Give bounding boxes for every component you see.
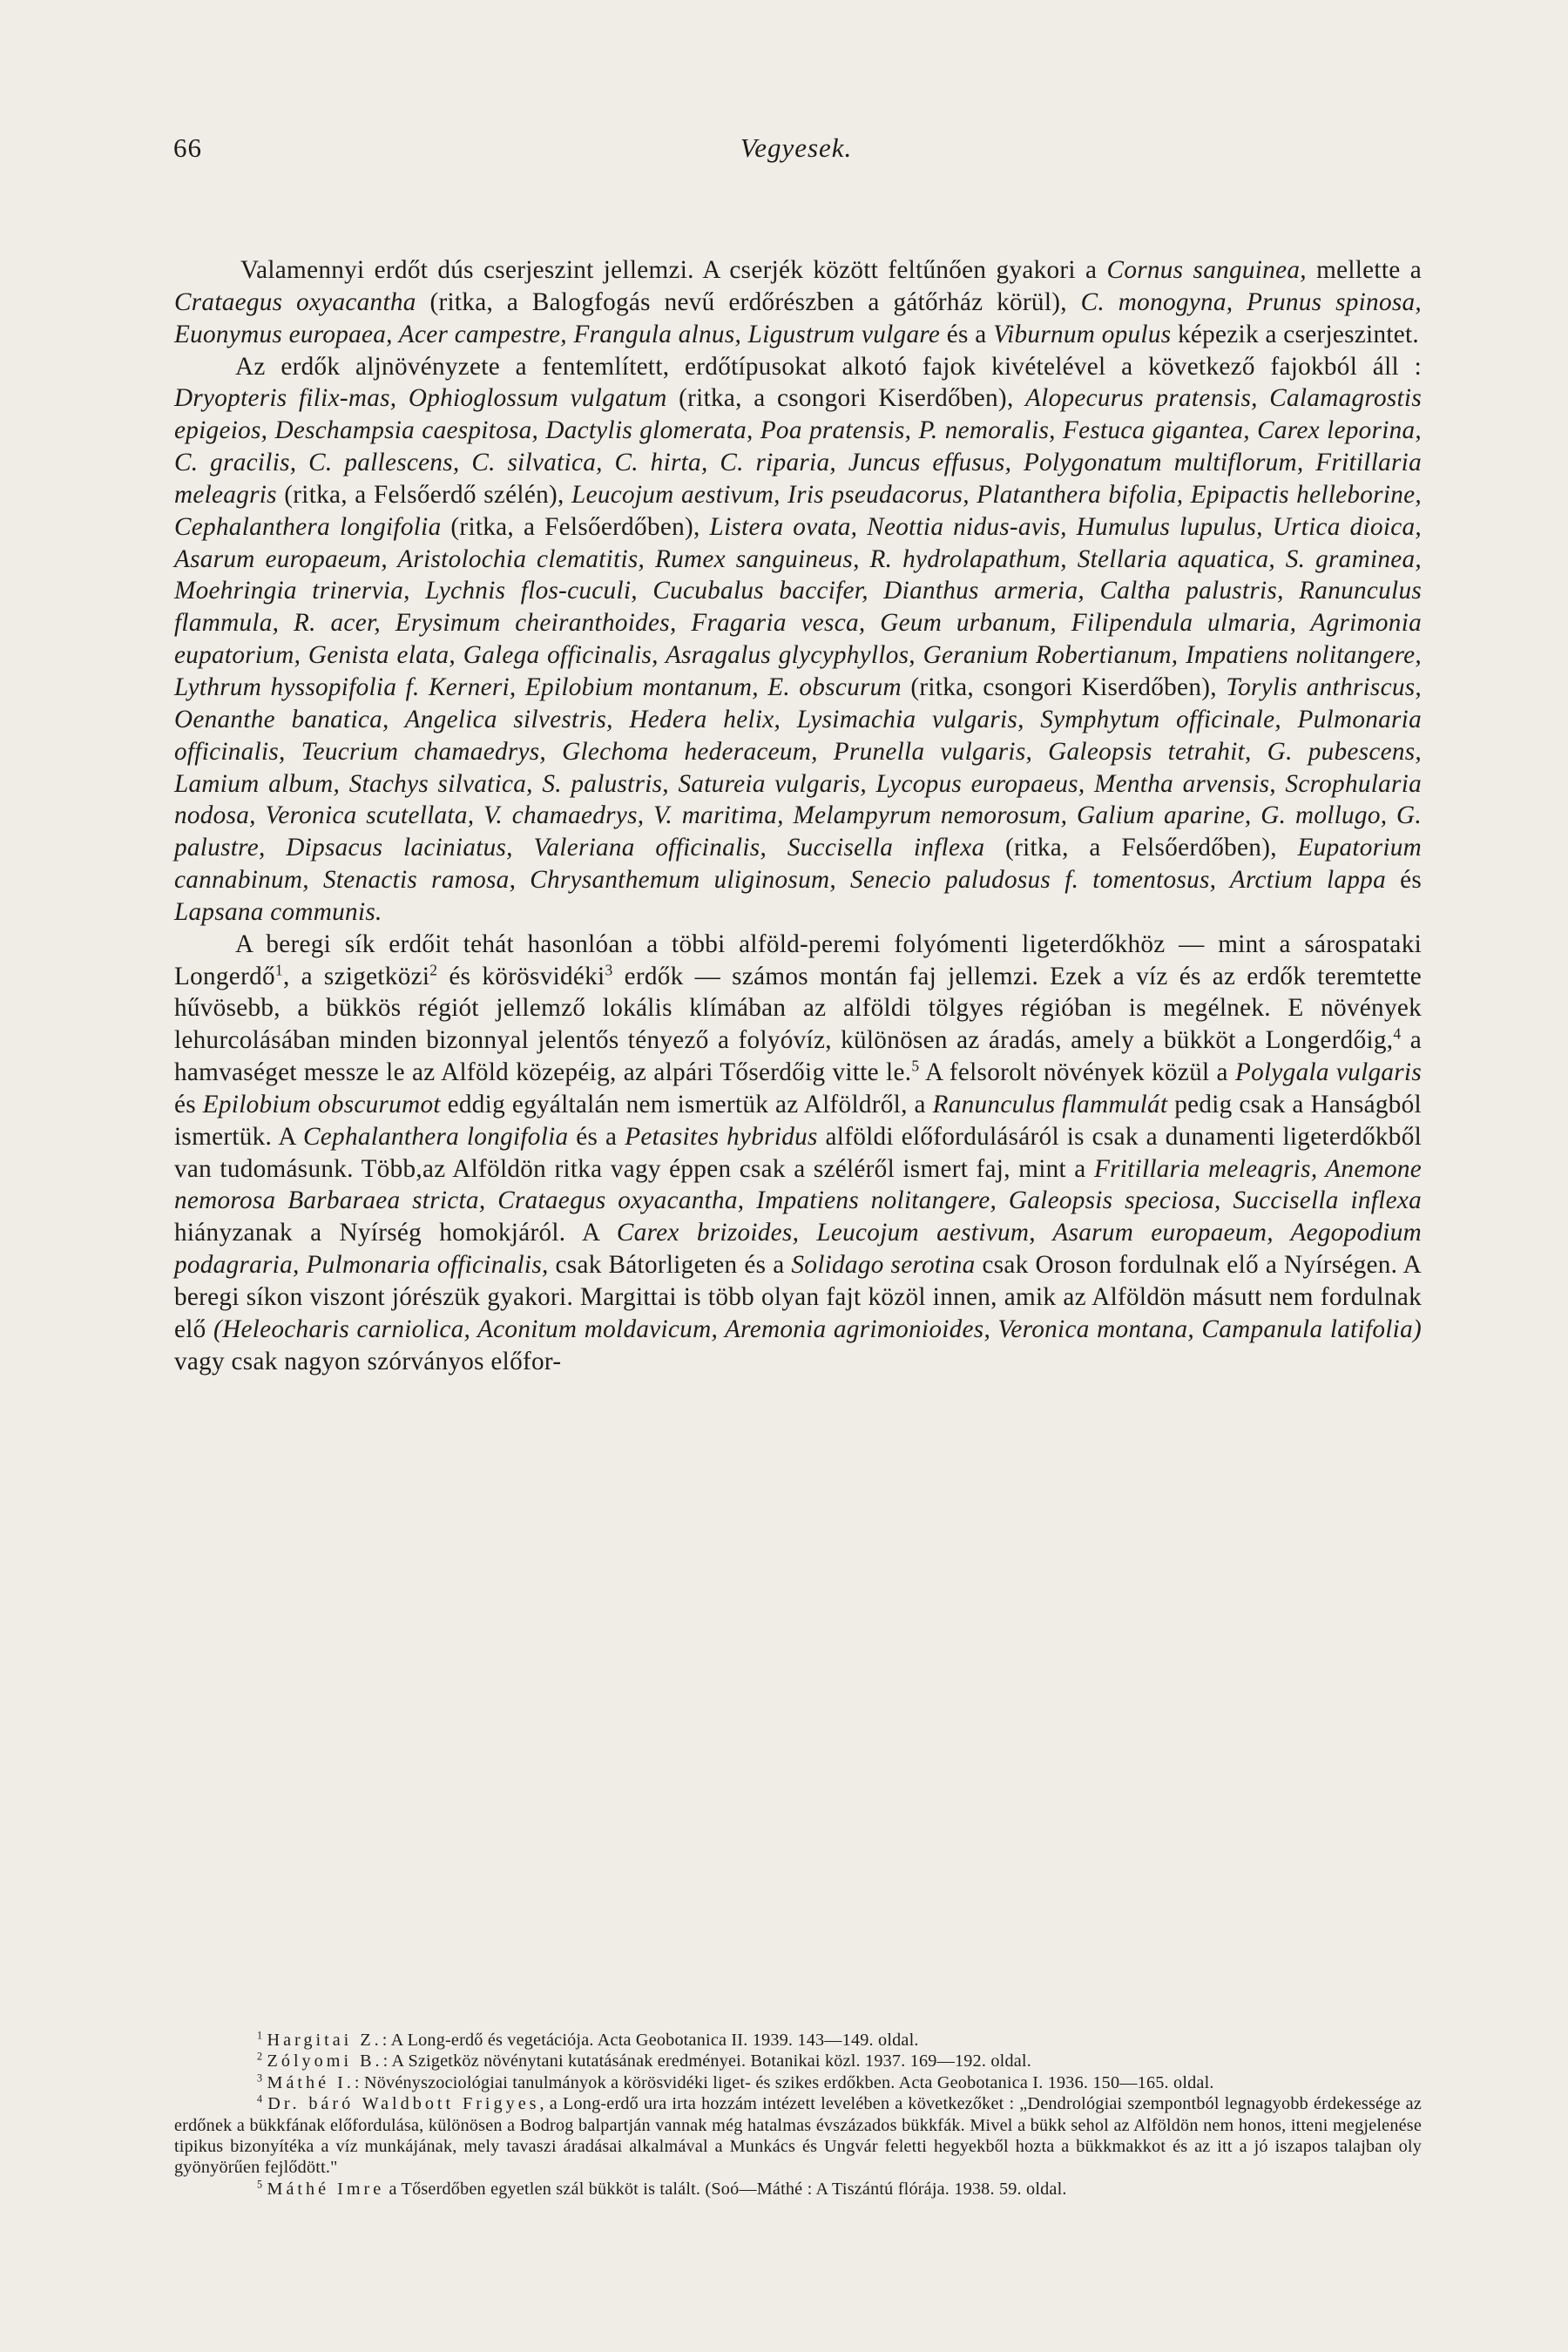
- species-list: Listera ovata, Neottia nidus-avis, Humulus lupulus, Urtica dioica, Asarum europaeum, Aristolochia clematitis, Rumex sanguineus, R. hydrolapathum, Stellaria aquatica, S. graminea, Moehringia trinervia, Lychnis flos-cuculi, Cucubalus baccifer, Dianthus armeria, Caltha palustris, Ranunculus flammula, R. acer, Erysimum cheiranthoides, Fragaria vesca, Geum urbanum, Filipendula ulmaria, Agrimonia eupatorium, Genista elata, Galega officinalis, Asragalus glycyphyllos, Geranium Robertianum, Impatiens nolitangere, Lythrum hyssopifolia f. Kerneri, Epilobium montanum, E. obscurum: [174, 512, 1422, 701]
- footnote-mark: 5: [257, 2178, 263, 2191]
- footnote-mark: 1: [257, 2029, 263, 2042]
- paragraph-discussion: [174, 929, 1422, 1378]
- text-run: A felsorolt növények közül a: [919, 1058, 1235, 1087]
- species-name: Lapsana communis.: [174, 897, 382, 926]
- species-name: Polygala vulgaris: [1234, 1058, 1422, 1087]
- text-run: és a: [940, 320, 994, 348]
- footnote-ref: 3: [605, 960, 613, 978]
- footnote-ref: 2: [429, 960, 438, 978]
- species-name: Ranunculus flammulát: [932, 1090, 1168, 1119]
- footnote-text: a Tőserdőben egyetlen szál bükköt is talált. (Soó—Máthé : A Tiszántú flórája. 1938. 59. oldal.: [384, 2179, 1067, 2199]
- footnote-text: : A Szigetköz növénytani kutatásának eredményei. Botanikai közl. 1937. 169—192. oldal.: [382, 2051, 1031, 2072]
- species-list: Dryopteris filix-mas, Ophioglossum vulgatum: [174, 384, 667, 413]
- text-run: eddig egyáltalán nem ismertük az Alföldről, a: [440, 1090, 933, 1119]
- footnote-3: [174, 2072, 1422, 2093]
- footnote-author: Hargitai Z.: [267, 2031, 382, 2050]
- text-run: , a szigetközi: [282, 962, 430, 990]
- text-run: pedig csak a Hanságból ismertük. A: [174, 1090, 1422, 1151]
- footnote-5: [174, 2179, 1422, 2200]
- paragraph-shrub-layer: [174, 254, 1422, 351]
- text-run: képezik a cserjeszintet.: [1171, 320, 1420, 348]
- text-run: csak Oroson fordulnak elő a Nyírségen. A beregi síkon viszont jórészük gyakori. Margittai is több olyan fajt közöl innen, amik az Alföldön másutt nem fordulnak elő: [174, 1251, 1422, 1343]
- footnote-author: Máthé I.: [267, 2072, 355, 2092]
- species-list: Carex brizoides, Leucojum aestivum, Asarum europaeum, Aegopodium podagraria, Pulmonaria officinalis,: [174, 1219, 1422, 1280]
- text-run: (ritka, a Felsőerdőben),: [441, 512, 710, 541]
- text-run: csak Bátorligeten és a: [548, 1251, 792, 1280]
- footnote-ref: 4: [1393, 1024, 1402, 1043]
- species-name: Viburnum opulus: [993, 320, 1172, 348]
- species-name: Cornus sanguinea,: [1106, 256, 1307, 284]
- text-run: és körösvidéki: [437, 962, 605, 990]
- text-run: (ritka, a Felsőerdő szélén),: [276, 480, 572, 509]
- footnote-mark: 3: [257, 2072, 263, 2085]
- footnote-ref: 1: [274, 960, 283, 978]
- species-list: Leucojum aestivum, Iris pseudacorus, Platanthera bifolia, Epipactis helleborine, Cephalanthera longifolia: [174, 480, 1422, 541]
- footnote-mark: 2: [257, 2050, 263, 2063]
- species-name: Crataegus oxyacantha: [174, 287, 416, 316]
- species-list: Eupatorium cannabinum, Stenactis ramosa, Chrysanthemum uliginosum, Senecio paludosus f. tomentosus, Arctium lappa: [174, 834, 1422, 895]
- text-run: alföldi előfordulásáról is csak a dunamenti ligeterdőkből van tudomásunk. Több,az Alföldön ritka vagy éppen csak a széléről ismert faj, mint a: [174, 1122, 1423, 1183]
- species-list: (Heleocharis carniolica, Aconitum moldavicum, Aremonia agrimonioides, Veronica montana, Campanula latifolia): [213, 1315, 1422, 1343]
- species-list: Torylis anthriscus, Oenanthe banatica, Angelica silvestris, Hedera helix, Lysimachia vulgaris, Symphytum officinale, Pulmonaria officinalis, Teucrium chamaedrys, Glechoma hederaceum, Prunella vulgaris, Galeopsis tetrahit, G. pubescens, Lamium album, Stachys silvatica, S. palustris, Satureia vulgaris, Lycopus europaeus, Mentha arvensis, Scrophularia nodosa, Veronica scutellata, V. chamaedrys, V. maritima, Melampyrum nemorosum, Galium aparine, G. mollugo, G. palustre, Dipsacus laciniatus, Valeriana officinalis, Succisella inflexa: [174, 672, 1422, 862]
- footnote-text: , a Long-erdő ura irta hozzám intézett levelében a következőket : „Dendrológiai szempontból legnagyobb érdekessége az erdőnek a bükkfának előfordulása, különösen a Bodrog balpartján vannak még hatalmas évszázados bükkfák. Mivel a bükk sehol az Alföldön nem honos, itteni megjelenése tipikus bizonyítéka a víz munkájának, mely tavaszi áradásai alkalmával a Munkács és Ungvár feletti hegyekből hozta a bükkmakkot és az itt a jó iszapos talajban oly gyönyörűen fejlődött.": [174, 2094, 1422, 2178]
- text-run: mellette a: [1306, 256, 1422, 284]
- page-number: 66: [173, 132, 202, 163]
- page-header: [173, 132, 1419, 176]
- footnote-1: [174, 2030, 1422, 2051]
- species-list: Fritillaria meleagris, Anemone nemorosa Barbaraea stricta, Crataegus oxyacantha, Impatiens nolitangere, Galeopsis speciosa, Succisella inflexa: [174, 1154, 1422, 1215]
- species-name: Petasites hybridus: [625, 1122, 818, 1151]
- footnote-author: Zólyomi B.: [267, 2051, 383, 2072]
- text-run: hiányzanak a Nyírség homokjáról. A: [174, 1219, 617, 1247]
- text-run: és: [1385, 866, 1423, 895]
- footnotes: [174, 2030, 1422, 2200]
- text-run: a hamvaséget messze le az Alföld közepéig, az alpári Tőserdőig vitte le.: [174, 1026, 1423, 1087]
- footnote-4: [174, 2093, 1422, 2179]
- footnote-2: [174, 2051, 1422, 2072]
- text-run: (ritka, a Felsőerdőben),: [984, 834, 1298, 862]
- footnote-ref: 5: [911, 1057, 920, 1075]
- footnote-mark: 4: [257, 2092, 263, 2105]
- species-list: Alopecurus pratensis, Calamagrostis epigeios, Deschampsia caespitosa, Dactylis glomerata, Poa pratensis, P. nemoralis, Festuca gigantea, Carex leporina, C. gracilis, C. pallescens, C. silvatica, C. hirta, C. riparia, Juncus effusus, Polygonatum multiflorum, Fritillaria meleagris: [174, 384, 1423, 509]
- text-run: erdők — számos montán faj jellemzi. Ezek a víz és az erdők teremtette hűvösebb, a bükkös régiót jellemző lokális klímában az alföldi tölgyes régióban is megélnek. E növények lehurcolásában minden bizonnyal jelentős tényező a folyóvíz, különösen az áradás, amely a bükköt a Longerdőig,: [174, 962, 1422, 1055]
- footnote-text: : A Long-erdő és vegetációja. Acta Geobotanica II. 1939. 143—149. oldal.: [382, 2031, 919, 2050]
- text-run: Az erdők aljnövényzete a fentemlített, erdőtípusokat alkotó fajok kivételével a következő fajokból áll :: [235, 352, 1422, 381]
- text-run: (ritka, a Balogfogás nevű erdőrészben a gátőrház körül),: [416, 287, 1081, 316]
- text-run: és a: [568, 1122, 625, 1151]
- footnote-author: Máthé Imre: [267, 2179, 385, 2199]
- text-run: A beregi sík erdőit tehát hasonlóan a többi alföld-peremi folyómenti ligeterdőkhöz — mint a sárospataki Longerdő: [174, 929, 1422, 990]
- text-run: Valamennyi erdőt dús cserjeszint jellemzi. A cserjék között feltűnően gyakori a: [240, 256, 1107, 284]
- text-run: (ritka, a csongori Kiserdőben),: [666, 384, 1026, 413]
- main-text: [174, 254, 1422, 1378]
- paragraph-herb-layer: [174, 351, 1422, 929]
- running-title: Vegyesek.: [740, 132, 853, 163]
- text-run: (ritka, csongori Kiserdőben),: [901, 672, 1227, 701]
- species-list: C. monogyna, Prunus spinosa, Euonymus europaea, Acer campestre, Frangula alnus, Ligustrum vulgare: [174, 287, 1422, 348]
- species-name: Cephalanthera longifolia: [303, 1122, 569, 1151]
- species-name: Epilobium obscurumot: [202, 1090, 441, 1119]
- species-name: Solidago serotina: [791, 1251, 976, 1280]
- footnote-author: Dr. báró Waldbott Frigyes: [267, 2094, 540, 2114]
- footnote-text: : Növényszociológiai tanulmányok a körösvidéki liget- és szikes erdőkben. Acta Geobotanica I. 1936. 150—165. oldal.: [354, 2072, 1214, 2092]
- text-run: és: [174, 1090, 203, 1119]
- text-run: vagy csak nagyon szórványos előfor-: [174, 1347, 562, 1375]
